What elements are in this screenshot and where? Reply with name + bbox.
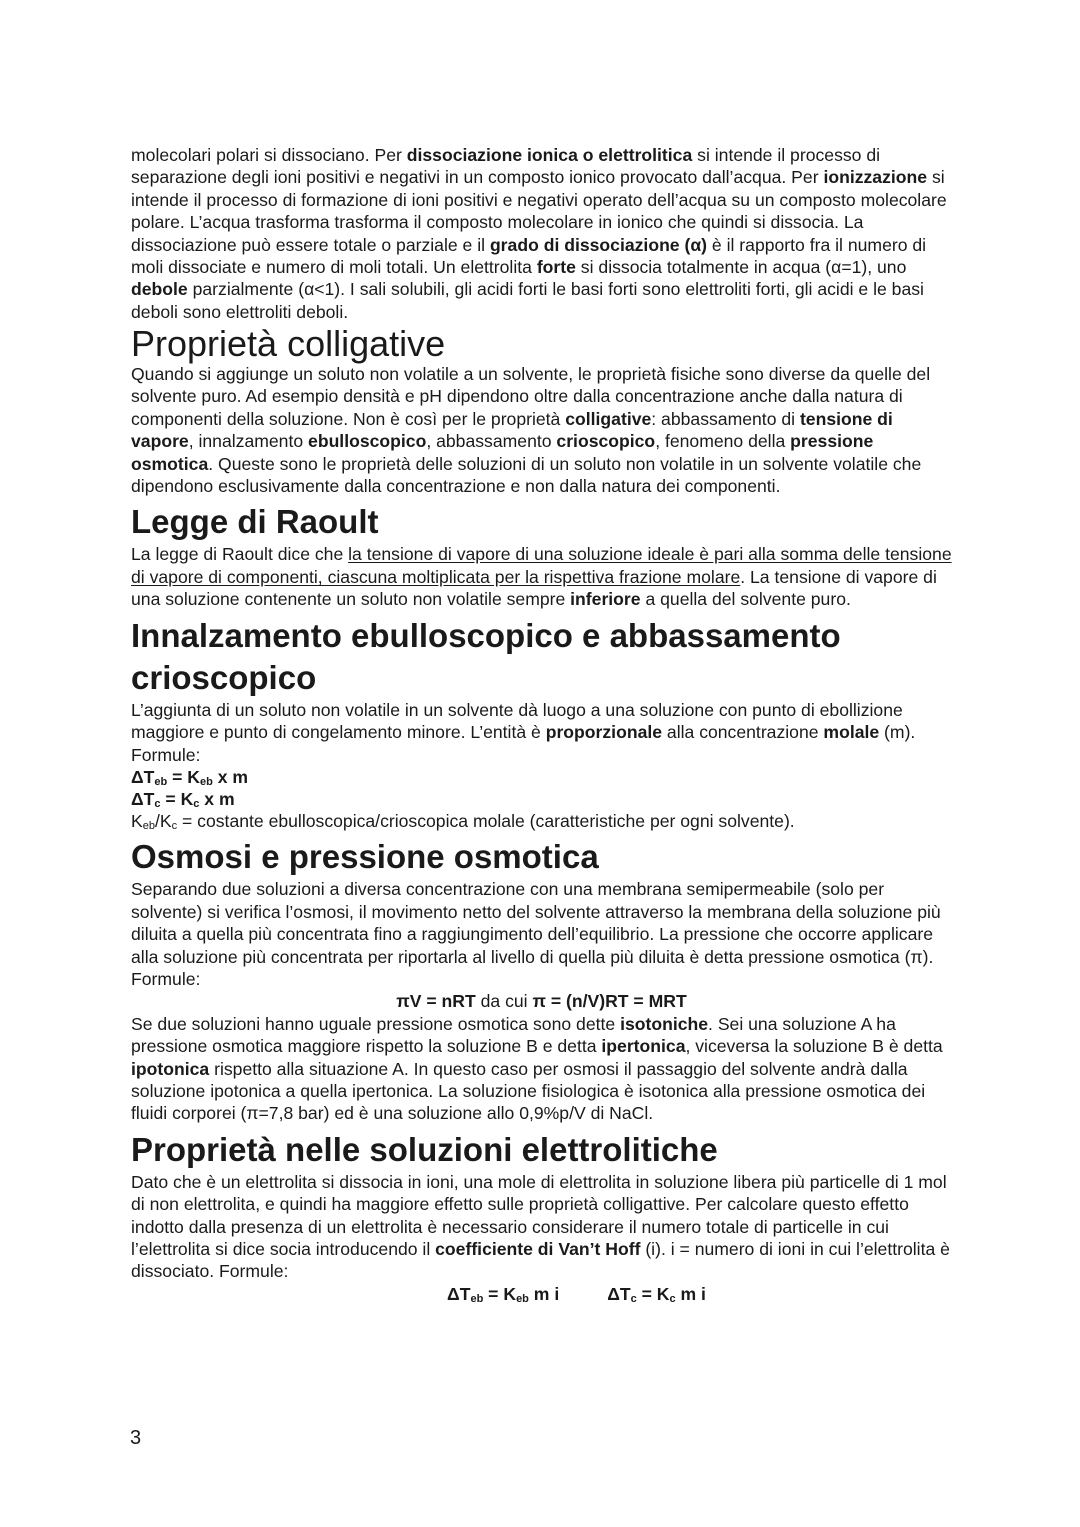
formula-osmotic-pressure: πV = nRT da cui π = (n/V)RT = MRT <box>396 991 687 1012</box>
colligative-paragraph: Quando si aggiunge un soluto non volatile a un solvente, le proprietà fisiche sono diverse da quelle del solvente puro. Ad esempio densità e pH dipendono oltre dalla concentrazione anche dalla natura di componenti della soluzione. Non è così per le proprietà colligative: abbassamento di tensione di vapore, innalzamento ebulloscopico, abbassamento crioscopico, fenomeno della pressione osmotica. Queste sono le proprietà delle soluzioni di un soluto non volatile in un solvente volatile che dipendono esclusivamente dalla concentrazione e non dalla natura dei componenti. <box>131 364 931 497</box>
electrolytes-paragraph: Dato che è un elettrolita si dissocia in ioni, una mole di elettrolita in soluzione libera più particelle di 1 mol di non elettrolita, e quindi ha maggiore effetto sulle proprietà colligattive. Per calcolare questo effetto indotto dalla presenza di un elettrolita è necessario considerare il numero totale di particelle in cui l’elettrolita si dice socia introducendo il coefficiente di Van’t Hoff (i). i = numero di ioni in cui l’elettrolita è dissociato. Formule: <box>131 1171 950 1282</box>
heading-osmosis: Osmosi e pressione osmotica <box>131 838 599 876</box>
intro-paragraph: molecolari polari si dissociano. Per dissociazione ionica o elettrolitica si intende il processo di separazione degli ioni positivi e negativi in un composto ionico provocato dall’acqua. Per ionizzazione si intende il processo di formazione di ioni positivi e negativi operato dell’acqua su un composto molecolare polare. L’acqua trasforma trasforma il composto molecolare in ionico che quindi si dissocia. La dissociazione può essere totale o parziale e il grado di dissociazione (α) è il rapporto fra il numero di moli dissociate e numero di moli totali. Un elettrolita forte si dissocia totalmente in acqua (α=1), uno debole parzialmente (α<1). I sali solubili, gli acidi forti le basi forti sono elettroliti forti, gli acidi e le basi deboli sono elettroliti deboli. <box>131 145 947 322</box>
formula-cryoscopic: $\Delta T_c = K_c$ x m <box>131 788 235 810</box>
heading-electrolytes: Proprietà nelle soluzioni elettrolitiche <box>131 1130 718 1168</box>
ebullioscopic-paragraph: L’aggiunta di un soluto non volatile in un solvente dà luogo a una soluzione con punto di ebollizione maggiore e punto di congelamento minore. L’entità è proporzionale alla concentrazione molale (m). Formule: <box>131 699 916 765</box>
heading-raoult: Legge di Raoult <box>131 503 379 541</box>
raoult-paragraph: La legge di Raoult dice che la tensione di vapore di una soluzione ideale è pari alla somma delle tensione di vapore di componenti, ciascuna moltiplicata per la rispettiva frazione molare. La tensione di vapore di una soluzione contenente un soluto non volatile sempre inferiore a quella del solvente puro. <box>131 544 952 610</box>
heading-colligative: Proprietà colligative <box>131 323 446 365</box>
osmosis-paragraph: Separando due soluzioni a diversa concentrazione con una membrana semipermeabile (solo per solvente) si verifica l’osmosi, il movimento netto del solvente attraverso la membrana della soluzione più diluita a quella più concentrata fino a raggiungimento dell’equilibrio. La pressione che occorre applicare alla soluzione più concentrata per riportarla al livello di quella più diluita è detta pressione osmotica (π). Formule: <box>131 879 941 989</box>
tonicity-paragraph: Se due soluzioni hanno uguale pressione osmotica sono dette isotoniche. Sei una soluzione A ha pressione osmotica maggiore rispetto la soluzione B e detta ipertonica, viceversa la soluzione B è detta ipotonica rispetto alla situazione A. In questo caso per osmosi il passaggio del solvente andrà dalla soluzione ipotonica a quella ipertonica. La soluzione fisiologica è isotonica alla pressione osmotica dei fluidi corporei (π=7,8 bar) ed è una soluzione allo 0,9%p/V di NaCl. <box>131 1013 943 1124</box>
page-number: 3 <box>130 1427 142 1449</box>
formula-ebullioscopic: $\Delta T_{eb} = K_{eb}$ x m <box>131 766 249 788</box>
constants-note: $K_{eb}/K_c$ = costante ebulloscopica/crioscopica molale (caratteristiche per ogni solvente). <box>131 810 795 832</box>
heading-ebullioscopic: Innalzamento ebulloscopico e abbassamento crioscopico <box>131 616 841 696</box>
formula-vant-hoff: $\Delta T_{eb} = K_{eb}$ m i $\Delta T_c = K_c$ m i <box>447 1283 706 1305</box>
